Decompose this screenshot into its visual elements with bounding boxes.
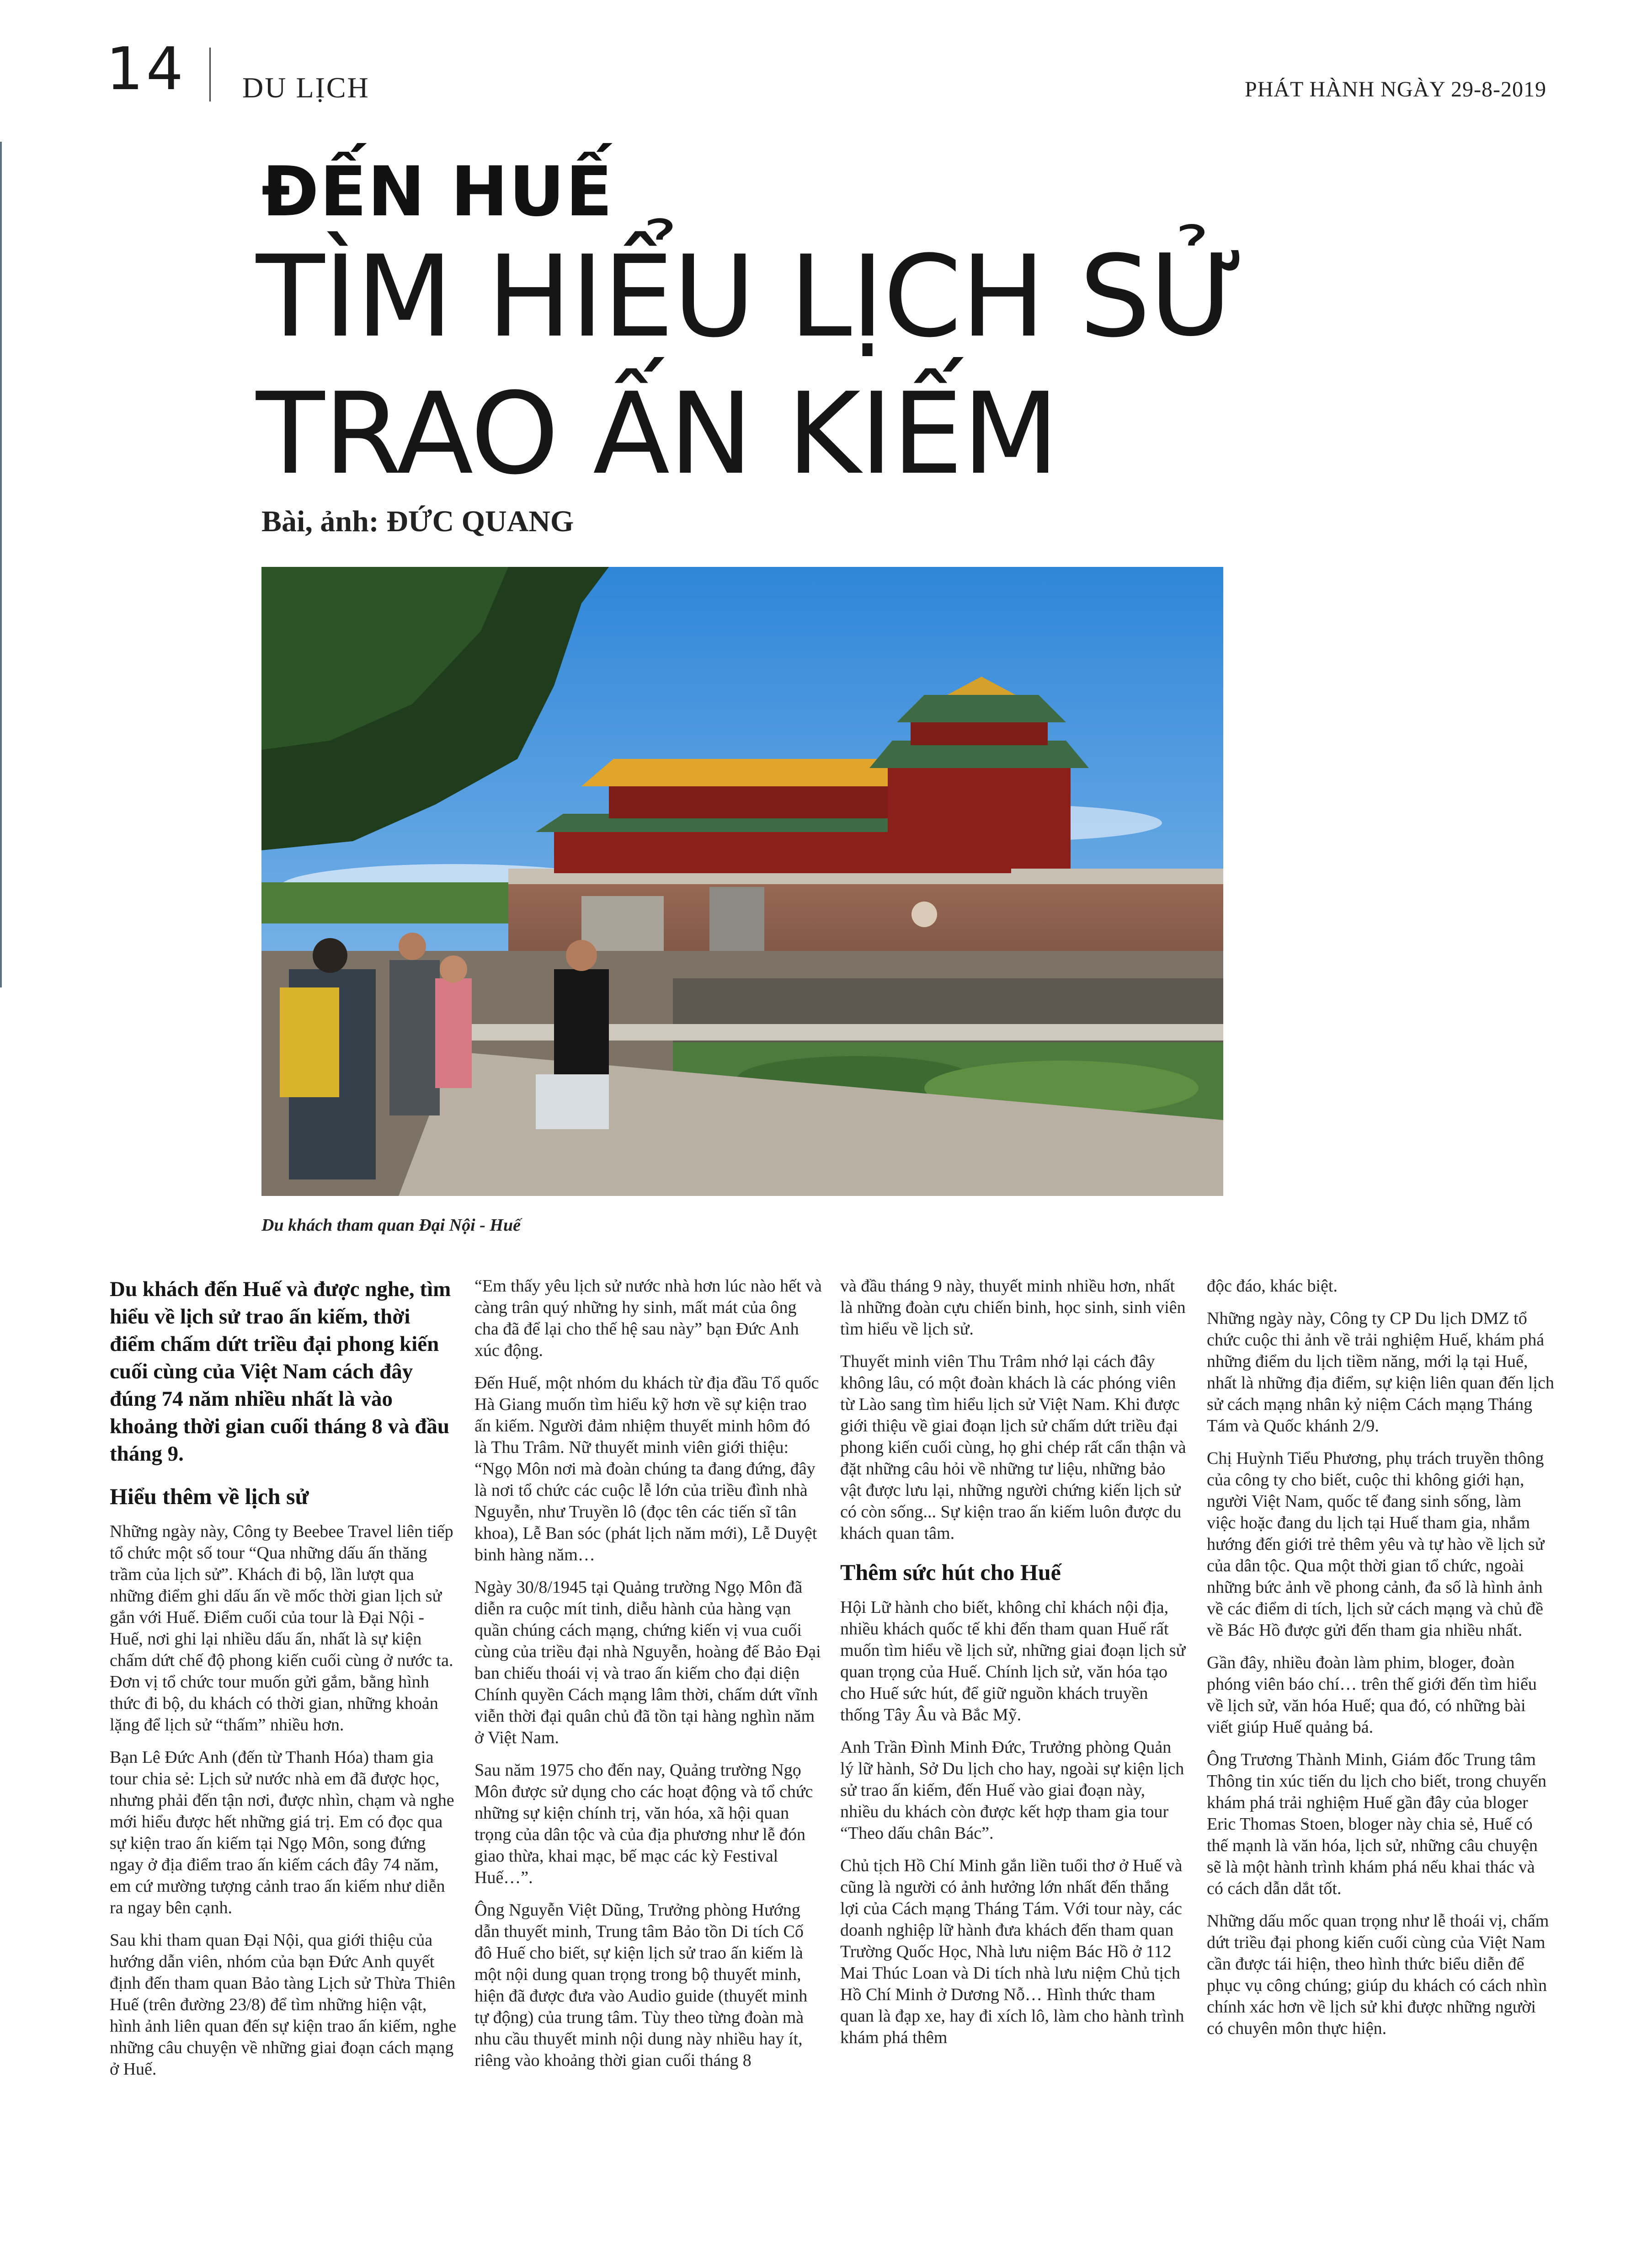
paragraph: Anh Trần Đình Minh Đức, Trưởng phòng Quản lý lữ hành, Sở Du lịch cho hay, ngoài sự kiện lịch sử trao ấn kiếm, đến Huế vào giai đoạn này, nhiều du khách còn được kết hợp tham gia tour “Theo dấu chân Bác”. xyxy=(840,1738,1184,1843)
section-label: DU LỊCH xyxy=(242,71,370,104)
page-number: 14 xyxy=(106,35,186,103)
headline-line-1: TÌM HIỂU LỊCH SỬ xyxy=(256,232,1246,363)
column-1 xyxy=(110,1275,457,2091)
paragraph: Những ngày này, Công ty Beebee Travel liên tiếp tổ chức một số tour “Qua những dấu ấn thăng trầm của lịch sử”. Khách đi bộ, lần lượt qua những điểm ghi dấu ấn về mốc thời gian lịch sử gắn với Huế. Điểm cuối của tour là Đại Nội - Huế, nơi ghi lại nhiều dấu ấn, nhất là sự kiện chấm dứt chế độ phong kiến cuối cùng ở nước ta. Đơn vị tổ chức tour muốn gửi gắm, bằng hình thức đi bộ, du khách có thời gian, những khoản lặng để lịch sử “thấm” nhiều hơn. xyxy=(110,1522,453,1734)
paragraph: Ông Nguyễn Việt Dũng, Trưởng phòng Hướng dẫn thuyết minh, Trung tâm Bảo tồn Di tích Cố đô Huế cho biết, sự kiện lịch sử trao ấn kiếm là một nội dung quan trọng trong bộ thuyết minh, hiện đã được đưa vào Audio guide (thuyết minh tự động) của trung tâm. Tùy theo từng đoàn mà nhu cầu thuyết minh nội dung này nhiều hay ít, riêng vào khoảng thời gian cuối tháng 8 xyxy=(474,1900,808,2070)
paragraph: độc đáo, khác biệt. xyxy=(1207,1276,1338,1296)
paragraph: Sau khi tham quan Đại Nội, qua giới thiệu của hướng dẫn viên, nhóm của bạn Đức Anh quyết định đến tham quan Bảo tàng Lịch sử Thừa Thiên Huế (trên đường 23/8) để tìm những hiện vật, hình ảnh liên quan đến sự kiện trao ấn kiếm, nghe những câu chuyện về những giai đoạn cách mạng ở Huế. xyxy=(110,1931,457,2079)
paragraph: Thuyết minh viên Thu Trâm nhớ lại cách đây không lâu, có một đoàn khách là các phóng viên từ Lào sang tìm hiểu lịch sử Việt Nam. Khi được giới thiệu về giai đoạn lịch sử chấm dứt triều đại phong kiến cuối cùng, họ ghi chép rất cẩn thận và đặt những câu hỏi về những tư liệu, những bảo vật được lưu lại, những người chứng kiến lịch sử có còn sống... Sự kiện trao ấn kiếm luôn được du khách quan tâm. xyxy=(840,1352,1186,1543)
page-header xyxy=(0,0,1647,119)
issue-date: PHÁT HÀNH NGÀY 29-8-2019 xyxy=(1245,77,1546,101)
paragraph: và đầu tháng 9 này, thuyết minh nhiều hơn, nhất là những đoàn cựu chiến binh, học sinh, sinh viên tìm hiểu về lịch sử. xyxy=(840,1276,1186,1339)
paragraph: Bạn Lê Đức Anh (đến từ Thanh Hóa) tham gia tour chia sẻ: Lịch sử nước nhà em đã được học, nhưng phải đến tận nơi, được nhìn, chạm và nghe mới hiểu được hết những giá trị. Em có đọc qua sự kiện trao ấn kiếm tại Ngọ Môn, song đứng ngay ở địa điểm trao ấn kiếm cách đây 74 năm, em cứ mường tượng cảnh trao ấn kiếm như diễn ra ngay bên cạnh. xyxy=(110,1748,454,1917)
paragraph: Gần đây, nhiều đoàn làm phim, bloger, đoàn phóng viên báo chí… trên thế giới đến tìm hiểu về lịch sử, văn hóa Huế; qua đó, có những bài viết giúp Huế quảng bá. xyxy=(1207,1653,1537,1737)
paragraph: Chủ tịch Hồ Chí Minh gắn liền tuổi thơ ở Huế và cũng là người có ảnh hưởng lớn nhất đến thắng lợi của Cách mạng Tháng Tám. Với tour này, các doanh nghiệp lữ hành đưa khách đến tham quan Trường Quốc Học, Nhà lưu niệm Bác Hồ ở 112 Mai Thúc Loan và Di tích nhà lưu niệm Chủ tịch Hồ Chí Minh ở Dương Nỗ… Hình thức tham quan là đạp xe, hay đi xích lô, làm cho hành trình khám phá thêm xyxy=(840,1856,1184,2047)
photo-caption: Du khách tham quan Đại Nội - Huế xyxy=(261,1216,521,1235)
paragraph: Chị Huỳnh Tiểu Phương, phụ trách truyền thông của công ty cho biết, cuộc thi không giới hạn, người Việt Nam, quốc tế đang sinh sống, làm việc hoặc đang du lịch tại Huế tham gia, nhắm hướng đến giới trẻ thêm yêu và tự hào về lịch sử của dân tộc. Qua một thời gian tổ chức, ngoài những bức ảnh về phong cảnh, đa số là hình ảnh về các điểm di tích, lịch sử cách mạng và chủ đề về Bác Hồ được gửi đến tham gia nhiều nhất. xyxy=(1207,1449,1545,1640)
paragraph: Những dấu mốc quan trọng như lễ thoái vị, chấm dứt triều đại phong kiến cuối cùng của Việt Nam cần được tái hiện, theo hình thức biểu diễn để phục vụ công chúng; giúp du khách có cách nhìn chính xác hơn về lịch sử khi được những người có chuyên môn thực hiện. xyxy=(1207,1911,1549,2038)
paragraph: Những ngày này, Công ty CP Du lịch DMZ tổ chức cuộc thi ảnh về trải nghiệm Huế, khám phá những điểm du lịch tiềm năng, mới lạ tại Huế, nhất là những địa điểm, sự kiện liên quan đến lịch sử cách mạng nhân kỷ niệm Cách mạng Tháng Tám và Quốc khánh 2/9. xyxy=(1207,1309,1554,1436)
paragraph: Ông Trương Thành Minh, Giám đốc Trung tâm Thông tin xúc tiến du lịch cho biết, trong chuyến khám phá trải nghiệm Huế gần đây của bloger Eric Thomas Stoen, bloger này chia sẻ, Huế có thế mạnh là văn hóa, lịch sử, những câu chuyện sẽ là một hành trình khám phá nếu khai thác và có cách dẫn dắt tốt. xyxy=(1207,1750,1546,1898)
article-byline: Bài, ảnh: ĐỨC QUANG xyxy=(261,505,574,538)
margin-rule xyxy=(0,142,2,987)
subhead-appeal: Thêm sức hút cho Huế xyxy=(840,1559,1061,1585)
article-headline xyxy=(256,229,1245,503)
article-kicker: ĐẾN HUẾ xyxy=(261,152,613,232)
column-3 xyxy=(840,1275,1188,2060)
column-4 xyxy=(1207,1275,1554,2050)
subhead-history: Hiểu thêm về lịch sử xyxy=(110,1484,309,1509)
paragraph: Sau năm 1975 cho đến nay, Quảng trường Ngọ Môn được sử dụng cho các hoạt động và tổ chức những sự kiện chính trị, văn hóa, xã hội quan trọng của dân tộc và của địa phương như lễ đón giao thừa, khai mạc, bế mạc các kỳ Festival Huế…”. xyxy=(474,1761,813,1887)
paragraph: Ngày 30/8/1945 tại Quảng trường Ngọ Môn đã diễn ra cuộc mít tinh, diễu hành của hàng vạn quần chúng cách mạng, chứng kiến vị vua cuối cùng của triều đại nhà Nguyễn, hoàng đế Bảo Đại ban chiếu thoái vị và trao ấn kiếm cho đại diện Chính quyền Cách mạng lâm thời, chấm dứt vĩnh viễn thời đại quân chủ đã tồn tại hàng nghìn năm ở Việt Nam. xyxy=(474,1578,821,1747)
paragraph: “Em thấy yêu lịch sử nước nhà hơn lúc nào hết và càng trân quý những hy sinh, mất mát của ông cha đã để lại cho thế hệ sau này” bạn Đức Anh xúc động. xyxy=(474,1276,822,1360)
paragraph: Đến Huế, một nhóm du khách từ địa đầu Tổ quốc Hà Giang muốn tìm hiểu kỹ hơn về sự kiện trao ấn kiếm. Người đảm nhiệm thuyết minh hôm đó là Thu Trâm. Nữ thuyết minh viên giới thiệu: “Ngọ Môn nơi mà đoàn chúng ta đang đứng, đây là nơi tổ chức các cuộc lễ lớn của triều đình nhà Nguyễn, như Truyền lô (đọc tên các tiến sĩ tân khoa), Lễ Ban sóc (phát lịch năm mới), Lễ Duyệt binh hàng năm… xyxy=(474,1373,819,1564)
article-photo xyxy=(261,567,1223,1196)
header-divider xyxy=(209,48,211,101)
article-lede: Du khách đến Huế và được nghe, tìm hiểu về lịch sử trao ấn kiếm, thời điểm chấm dứt triều đại phong kiến cuối cùng của Việt Nam cách đây đúng 74 năm nhiều nhất là vào khoảng thời gian cuối tháng 8 và đầu tháng 9. xyxy=(110,1277,451,1466)
paragraph: Hội Lữ hành cho biết, không chỉ khách nội địa, nhiều khách quốc tế khi đến tham quan Huế rất muốn tìm hiểu về lịch sử, những giai đoạn lịch sử quan trọng của Huế. Chính lịch sử, văn hóa tạo cho Huế sức hút, để giữ nguồn khách truyền thống Tây Âu và Bắc Mỹ. xyxy=(840,1598,1186,1724)
headline-line-2: TRAO ẤN KIẾM xyxy=(256,369,1059,500)
column-2 xyxy=(474,1275,822,2082)
